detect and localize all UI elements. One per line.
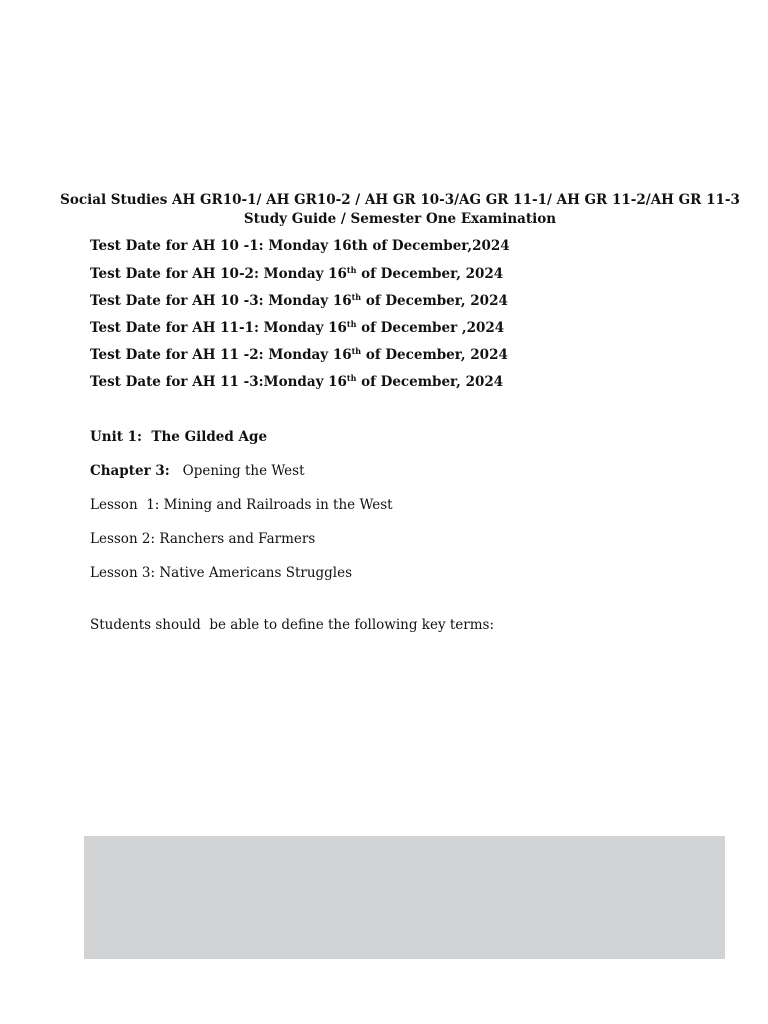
test-date-separator: : [253,266,264,282]
test-date-day: Monday 16 [263,266,347,282]
test-date-line [90,346,508,364]
header-course-list: Social Studies AH GR10-1/ AH GR10-2 / AH GR 10-3/AG GR 11-1/ AH GR 11-2/AH GR 11-3 [60,192,740,208]
test-date-line [90,237,510,255]
test-date-month-year: of December, 2024 [361,347,508,363]
test-date-separator: : [258,347,269,363]
test-date-label: Test Date for AH 11-1 [90,320,254,336]
chapter-label: Chapter 3: [90,463,170,479]
test-date-ordinal: th [346,265,357,275]
header-title: Study Guide / Semester One Examination [243,211,557,227]
test-date-line [90,373,503,391]
chapter-title: Opening the West [169,463,305,479]
test-date-day: Monday 16th [268,238,368,254]
test-date-label: Test Date for AH 10 -3 [90,293,259,309]
unit-heading [90,428,267,446]
lesson-item: Lesson 1: Mining and Railroads in the West [90,497,393,513]
test-date-separator: : [258,238,269,254]
test-date-ordinal: th [351,292,362,302]
test-date-line [90,319,504,337]
test-date-label: Test Date for AH 11 -2 [90,347,259,363]
document-header [0,191,768,229]
test-date-day: Monday 16 [263,374,347,390]
test-date-ordinal: th [351,346,362,356]
test-date-line [90,292,508,310]
test-date-label: Test Date for AH 11 -3 [90,374,259,390]
unit-title: The Gilded Age [142,429,268,445]
test-date-ordinal: th [346,319,357,329]
test-date-month-year: of December, 2024 [356,374,504,390]
test-date-line [90,265,503,283]
lesson-item: Lesson 2: Ranchers and Farmers [90,531,316,547]
test-date-month-year: of December ,2024 [356,320,505,336]
test-date-month-year: of December, 2024 [361,293,508,309]
gray-content-box [84,836,725,959]
key-terms-instruction: Students should be able to define the following key terms: [90,617,495,633]
test-date-ordinal: th [346,373,357,383]
lesson-item: Lesson 3: Native Americans Struggles [90,565,353,581]
test-date-label: Test Date for AH 10-2 [90,266,254,282]
test-date-month-year: of December, 2024 [356,266,504,282]
test-date-day: Monday 16 [268,347,352,363]
unit-label: Unit 1: [90,429,143,445]
test-date-separator: : [253,320,264,336]
test-date-month-year: of December,2024 [367,238,510,254]
test-date-label: Test Date for AH 10 -1 [90,238,259,254]
test-date-separator: : [258,374,264,390]
test-date-day: Monday 16 [263,320,347,336]
chapter-heading [90,462,305,480]
test-date-separator: : [258,293,269,309]
test-date-day: Monday 16 [268,293,352,309]
